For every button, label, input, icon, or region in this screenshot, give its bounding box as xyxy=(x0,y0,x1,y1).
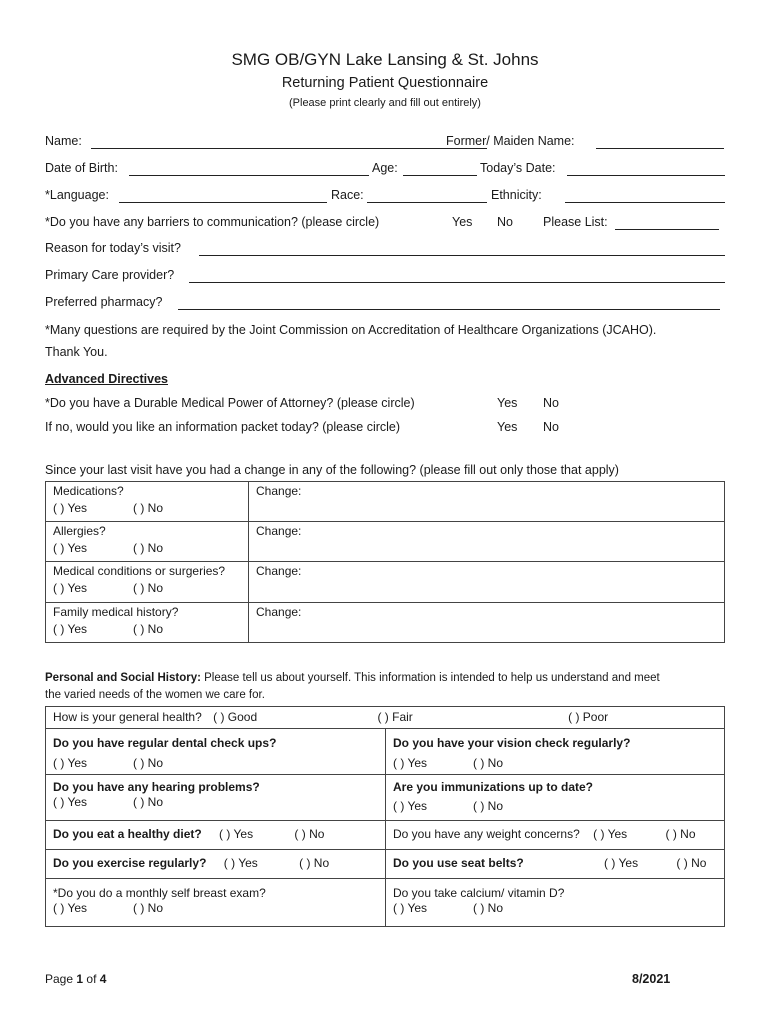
name-row xyxy=(45,134,725,152)
family-history-cell xyxy=(46,603,249,643)
changes-intro: Since your last visit have you had a change in any of the following? (please fill out only those that apply) xyxy=(45,463,619,477)
change-label: Change: xyxy=(256,564,302,578)
dob-row xyxy=(45,161,725,179)
breast-exam-question: *Do you do a monthly self breast exam? xyxy=(53,886,266,900)
conditions-label: Medical conditions or surgeries? xyxy=(53,564,226,578)
vision-yes[interactable]: ( ) Yes xyxy=(393,756,428,770)
advanced-heading-row xyxy=(45,372,725,390)
family-history-label: Family medical history? xyxy=(53,605,179,619)
family-history-yes[interactable]: ( ) Yes xyxy=(53,622,88,636)
barriers-no-option[interactable]: No xyxy=(497,215,513,229)
barriers-question: *Do you have any barriers to communication? (please circle) xyxy=(45,215,380,229)
jcaho-note-line1: *Many questions are required by the Joint Commission on Accreditation of Healthcare Organizations (JCAHO). xyxy=(45,323,657,337)
family-history-change-cell[interactable] xyxy=(249,603,725,643)
conditions-change-cell[interactable] xyxy=(249,562,725,603)
seatbelts-no[interactable]: ( ) No xyxy=(676,856,707,870)
immunizations-question: Are you immunizations up to date? xyxy=(393,780,594,794)
medications-label: Medications? xyxy=(53,484,124,498)
immunizations-yes[interactable]: ( ) Yes xyxy=(393,799,428,813)
health-fair-option[interactable]: ( ) Fair xyxy=(377,710,413,724)
personal-intro-row xyxy=(45,672,725,690)
personal-intro-row2 xyxy=(45,689,725,707)
maiden-name-field[interactable] xyxy=(596,134,724,149)
table-row xyxy=(46,562,725,603)
poa-question: *Do you have a Durable Medical Power of Attorney? (please circle) xyxy=(45,396,415,410)
medications-yes[interactable]: ( ) Yes xyxy=(53,501,88,515)
table-row xyxy=(46,850,725,879)
seatbelts-yes[interactable]: ( ) Yes xyxy=(604,856,639,870)
form-title: SMG OB/GYN Lake Lansing & St. Johns xyxy=(231,50,539,69)
change-label: Change: xyxy=(256,524,302,538)
dental-question: Do you have regular dental check ups? xyxy=(53,736,277,750)
name-label: Name: xyxy=(45,134,82,148)
general-health-cell xyxy=(46,707,725,729)
table-row xyxy=(46,729,725,775)
name-field[interactable] xyxy=(91,134,487,149)
table-row xyxy=(46,603,725,643)
allergies-cell xyxy=(46,522,249,562)
age-label: Age: xyxy=(372,161,398,175)
table-row xyxy=(46,707,725,729)
changes-intro-row xyxy=(45,463,725,481)
dob-field[interactable] xyxy=(129,161,369,176)
medications-no[interactable]: ( ) No xyxy=(133,501,163,515)
breast-exam-yes[interactable]: ( ) Yes xyxy=(53,901,88,915)
table-row xyxy=(46,775,725,821)
pharmacy-row xyxy=(45,295,725,313)
weight-yes[interactable]: ( ) Yes xyxy=(593,827,628,841)
language-field[interactable] xyxy=(119,188,327,203)
hearing-yes[interactable]: ( ) Yes xyxy=(53,795,88,809)
jcaho-thanks-row xyxy=(45,345,725,363)
advanced-directives-heading: Advanced Directives xyxy=(45,372,168,386)
seatbelts-cell xyxy=(386,850,725,879)
table-row xyxy=(46,482,725,522)
vision-cell xyxy=(386,729,725,775)
personal-history-table xyxy=(45,706,725,927)
page-number: 1 xyxy=(76,972,84,986)
todays-date-label: Today’s Date: xyxy=(480,161,556,175)
weight-cell xyxy=(386,821,725,850)
calcium-question: Do you take calcium/ vitamin D? xyxy=(393,886,565,900)
medications-cell xyxy=(46,482,249,522)
todays-date-field[interactable] xyxy=(567,161,725,176)
pcp-field[interactable] xyxy=(189,268,725,283)
exercise-question: Do you exercise regularly? xyxy=(53,856,207,870)
reason-row xyxy=(45,241,725,259)
change-label: Change: xyxy=(256,605,302,619)
page-of: of xyxy=(86,972,97,986)
dob-label: Date of Birth: xyxy=(45,161,118,175)
pharmacy-label: Preferred pharmacy? xyxy=(45,295,163,309)
seatbelts-question: Do you use seat belts? xyxy=(393,856,524,870)
general-health-question: How is your general health? xyxy=(53,710,202,724)
age-field[interactable] xyxy=(403,161,477,176)
calcium-no[interactable]: ( ) No xyxy=(473,901,503,915)
conditions-no[interactable]: ( ) No xyxy=(133,581,163,595)
page-total: 4 xyxy=(99,972,107,986)
pcp-label: Primary Care provider? xyxy=(45,268,175,282)
health-poor-option[interactable]: ( ) Poor xyxy=(568,710,609,724)
maiden-name-label: Former/ Maiden Name: xyxy=(446,134,575,148)
exercise-cell xyxy=(46,850,386,879)
allergies-label: Allergies? xyxy=(53,524,106,538)
form-date: 8/2021 xyxy=(632,972,671,986)
personal-intro-line2: the varied needs of the women we care for. xyxy=(45,689,265,701)
hearing-no[interactable]: ( ) No xyxy=(133,795,163,809)
hearing-question: Do you have any hearing problems? xyxy=(53,780,260,794)
calcium-cell xyxy=(386,879,725,927)
table-row xyxy=(46,879,725,927)
packet-row xyxy=(45,420,725,438)
poa-no-option[interactable]: No xyxy=(543,396,559,410)
table-row xyxy=(46,821,725,850)
please-list-label: Please List: xyxy=(543,215,608,229)
pharmacy-field[interactable] xyxy=(178,295,720,310)
allergies-no[interactable]: ( ) No xyxy=(133,541,163,555)
race-field[interactable] xyxy=(367,188,487,203)
barriers-row xyxy=(45,215,725,233)
packet-yes-option[interactable]: Yes xyxy=(497,420,518,434)
dental-cell xyxy=(46,729,386,775)
reason-field[interactable] xyxy=(199,241,725,256)
jcaho-note-line2: Thank You. xyxy=(45,345,108,359)
allergies-yes[interactable]: ( ) Yes xyxy=(53,541,88,555)
dental-no[interactable]: ( ) No xyxy=(133,756,163,770)
diet-question: Do you eat a healthy diet? xyxy=(53,827,202,841)
diet-no[interactable]: ( ) No xyxy=(294,827,325,841)
ethnicity-label: Ethnicity: xyxy=(491,188,542,202)
conditions-yes[interactable]: ( ) Yes xyxy=(53,581,88,595)
poa-row xyxy=(45,396,725,414)
personal-intro-text: Please tell us about yourself. This information is intended to help us understand and meet xyxy=(200,672,660,684)
health-good-option[interactable]: ( ) Good xyxy=(213,710,258,724)
language-row xyxy=(45,188,725,206)
personal-intro-heading: Personal and Social History: xyxy=(45,672,201,684)
ethnicity-field[interactable] xyxy=(565,188,725,203)
barriers-yes-option[interactable]: Yes xyxy=(452,215,473,229)
diet-cell xyxy=(46,821,386,850)
exercise-no[interactable]: ( ) No xyxy=(299,856,330,870)
dental-yes[interactable]: ( ) Yes xyxy=(53,756,88,770)
reason-label: Reason for today’s visit? xyxy=(45,241,181,255)
vision-no[interactable]: ( ) No xyxy=(473,756,503,770)
pcp-row xyxy=(45,268,725,286)
table-row xyxy=(46,522,725,562)
weight-question: Do you have any weight concerns? xyxy=(393,827,580,841)
form-subtitle: Returning Patient Questionnaire xyxy=(281,75,489,91)
weight-no[interactable]: ( ) No xyxy=(665,827,696,841)
jcaho-note xyxy=(45,323,725,341)
change-label: Change: xyxy=(256,484,302,498)
race-label: Race: xyxy=(331,188,364,202)
vision-question: Do you have your vision check regularly? xyxy=(393,736,631,750)
form-instructions: (Please print clearly and fill out entirely) xyxy=(289,97,481,109)
page-prefix: Page xyxy=(45,972,74,986)
packet-no-option[interactable]: No xyxy=(543,420,559,434)
diet-yes[interactable]: ( ) Yes xyxy=(219,827,254,841)
calcium-yes[interactable]: ( ) Yes xyxy=(393,901,428,915)
immunizations-no[interactable]: ( ) No xyxy=(473,799,503,813)
language-label: *Language: xyxy=(45,188,109,202)
hearing-cell xyxy=(46,775,386,821)
please-list-field[interactable] xyxy=(615,215,719,230)
exercise-yes[interactable]: ( ) Yes xyxy=(223,856,258,870)
medications-change-cell[interactable] xyxy=(249,482,725,522)
breast-exam-cell xyxy=(46,879,386,927)
changes-table xyxy=(45,481,725,643)
allergies-change-cell[interactable] xyxy=(249,522,725,562)
page-indicator xyxy=(45,972,106,986)
immunizations-cell xyxy=(386,775,725,821)
breast-exam-no[interactable]: ( ) No xyxy=(133,901,163,915)
packet-question: If no, would you like an information packet today? (please circle) xyxy=(45,420,401,434)
poa-yes-option[interactable]: Yes xyxy=(497,396,518,410)
conditions-cell xyxy=(46,562,249,603)
family-history-no[interactable]: ( ) No xyxy=(133,622,163,636)
